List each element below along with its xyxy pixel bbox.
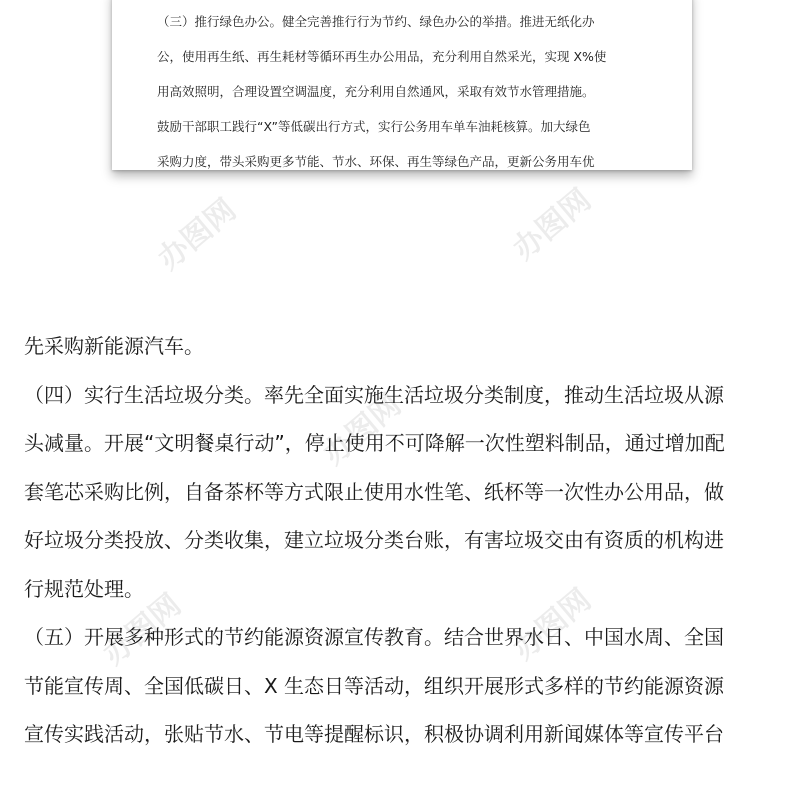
paragraph-continuation: 先采购新能源汽车。: [24, 334, 204, 358]
watermark: 办图网: [506, 182, 598, 268]
watermark: 办图网: [506, 582, 598, 668]
watermark: 办图网: [151, 192, 243, 278]
paragraph-section-5: （五）开展多种形式的节约能源资源宣传教育。结合世界水日、中国水周、全国 节能宣传周、全国低碳日、X 生态日等活动，组织开展形式多样的节约能源资源 宣传实践活动，张贴节水、节电等提醒标识，积极协调利用新闻媒体等宣传平台: [24, 625, 725, 746]
watermark: 办图网: [316, 387, 408, 473]
document-body: [24, 322, 776, 759]
preview-paragraph: （三）推行绿色办公。健全完善推行行为节约、绿色办公的举措。推进无纸化办 公，使用再生纸、再生耗材等循环再生办公用品，充分利用自然采光，实现 X%使 用高效照明，合理设置空调温度，充分利用自然通风，采取有效节水管理措施。 鼓励干部职工践行“X”等低碳出行方式，实行公务用车单车油耗核算。加大绿色 采购力度，带头采购更多节能、节水、环保、再生等绿色产品，更新公务用车优: [157, 14, 607, 169]
paragraph-section-4: （四）实行生活垃圾分类。率先全面实施生活垃圾分类制度，推动生活垃圾从源 头减量。开展“文明餐桌行动”，停止使用不可降解一次性塑料制品，通过增加配 套笔芯采购比例，自备茶杯等方式限止使用水性笔、纸杯等一次性办公用品，做 好垃圾分类投放、分类收集，建立垃圾分类台账，有害垃圾交由有资质的机构进 行规范处理。: [24, 382, 725, 601]
watermark: 办图网: [96, 587, 188, 673]
document-preview-card: [112, 0, 692, 170]
